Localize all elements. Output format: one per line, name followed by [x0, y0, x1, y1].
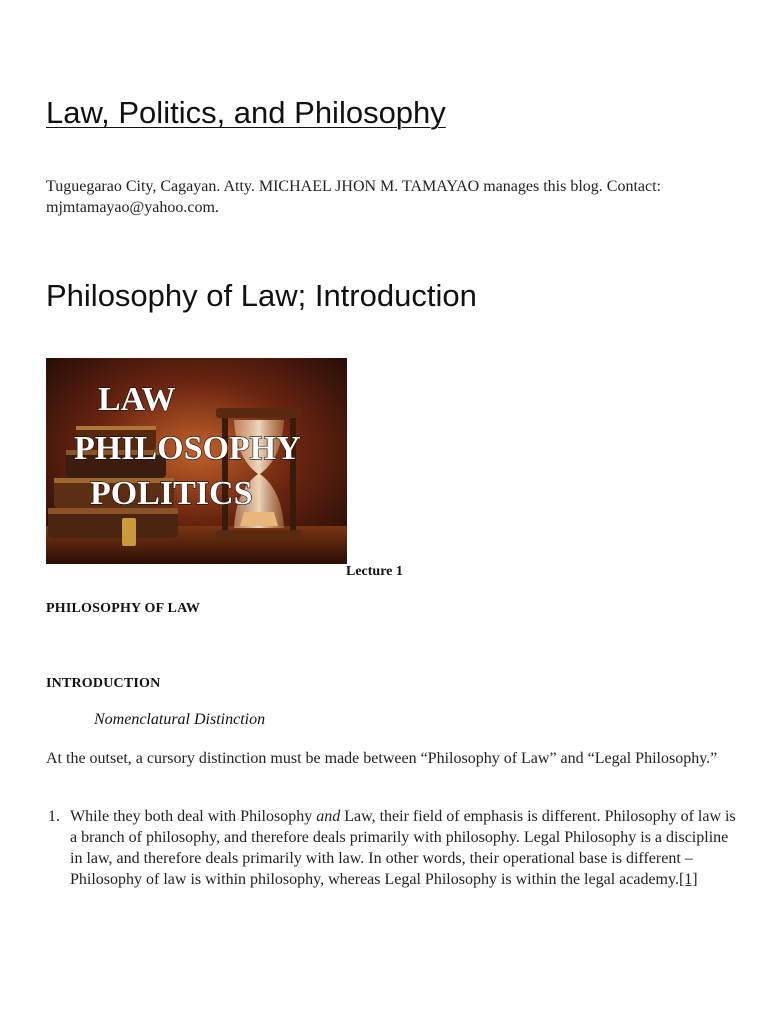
hero-text-politics: POLITICS [90, 475, 253, 512]
intro-heading: INTRODUCTION [46, 676, 161, 691]
subheading: Nomenclatural Distinction [94, 711, 266, 728]
hero-text-law: LAW [98, 381, 176, 418]
lecture-label: Lecture 1 [346, 564, 403, 579]
list-item-text-b: Law, their field of emphasis is different. Philosophy of law is a branch of philosophy, and therefore deals primarily with philosophy. Legal Philosophy is a discipline in law, and therefore deals primarily with law. In other words, their operational base is different – Philosophy of law is within philosophy, whereas Legal Philosophy is within the legal academy. [70, 808, 736, 888]
footnote-link[interactable]: [1] [678, 871, 698, 888]
hero-text-philosophy: PHILOSOPHY [74, 430, 301, 467]
list-item-text-a: While they both deal with Philosophy [70, 808, 317, 825]
blog-description: Tuguegarao City, Cagayan. Atty. MICHAEL JHON M. TAMAYAO manages this blog. Contact: mjmtamayao@yahoo.com. [46, 178, 661, 216]
hero-illustration [46, 358, 347, 564]
section-heading: PHILOSOPHY OF LAW [46, 601, 201, 616]
list-item-number: 1. [48, 808, 60, 825]
distinction-list [46, 806, 736, 890]
intro-paragraph: At the outset, a cursory distinction must be made between “Philosophy of Law” and “Legal Philosophy.” [46, 750, 718, 767]
blog-title-link[interactable]: Law, Politics, and Philosophy [46, 95, 446, 130]
list-item [46, 806, 736, 890]
post-title: Philosophy of Law; Introduction [46, 278, 477, 313]
post-hero-image [46, 358, 347, 564]
list-item-emphasis: and [316, 808, 341, 825]
